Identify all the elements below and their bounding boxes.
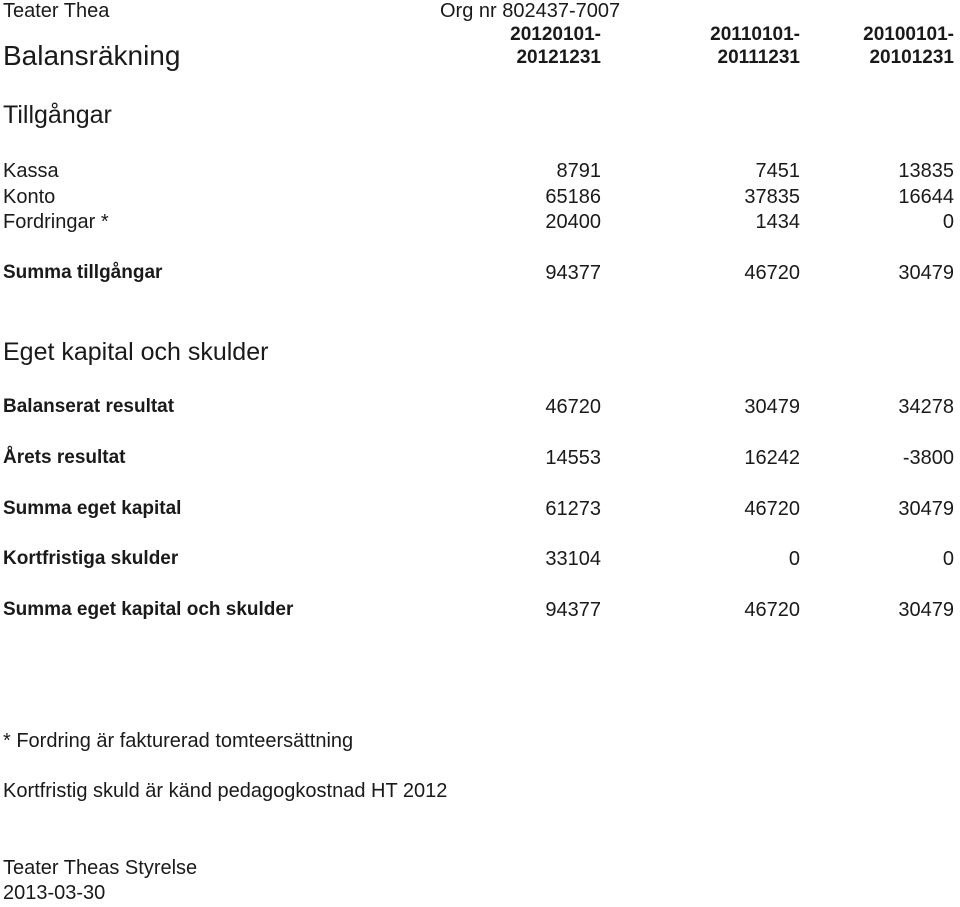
period-header-2012 (510, 24, 601, 70)
value-summa-eget-kapital-2012: 61273 (545, 498, 601, 520)
period-end: 20101231 (869, 46, 954, 68)
row-label-konto: Konto (3, 186, 56, 208)
value-summa-tillgangar-2010: 30479 (898, 262, 954, 284)
row-label-summa-tillgangar: Summa tillgångar (3, 262, 163, 283)
organization-number: Org nr 802437-7007 (440, 0, 621, 22)
value-konto-2012: 65186 (545, 186, 601, 208)
value-fordringar-2011: 1434 (755, 211, 800, 233)
footnote-fordring: * Fordring är fakturerad tomteersättning (3, 730, 354, 752)
period-start: 20110101- (710, 24, 800, 45)
value-kortfristiga-skulder-2010: 0 (942, 548, 954, 570)
period-start: 20100101- (863, 24, 954, 45)
signature-date: 2013-03-30 (3, 882, 106, 904)
value-kassa-2010: 13835 (898, 160, 954, 182)
equity-heading: Eget kapital och skulder (3, 338, 269, 366)
row-label-kassa: Kassa (3, 160, 59, 182)
assets-heading: Tillgångar (3, 101, 112, 129)
value-fordringar-2012: 20400 (545, 211, 601, 233)
row-label-arets-resultat: Årets resultat (3, 447, 126, 468)
row-label-fordringar: Fordringar * (3, 211, 109, 233)
row-label-summa-eget-kapital-och-skulder: Summa eget kapital och skulder (3, 599, 294, 620)
value-konto-2010: 16644 (898, 186, 954, 208)
value-fordringar-2010: 0 (942, 211, 954, 233)
value-summa-eget-kapital-och-skulder-2011: 46720 (744, 599, 800, 621)
value-kortfristiga-skulder-2012: 33104 (545, 548, 601, 570)
value-kassa-2012: 8791 (556, 160, 601, 182)
value-summa-eget-kapital-2010: 30479 (898, 498, 954, 520)
value-konto-2011: 37835 (744, 186, 800, 208)
value-arets-resultat-2012: 14553 (545, 447, 601, 469)
row-label-summa-eget-kapital: Summa eget kapital (3, 498, 182, 519)
row-label-balanserat-resultat: Balanserat resultat (3, 396, 175, 417)
organization-name: Teater Thea (3, 0, 110, 22)
period-end: 20111231 (717, 46, 800, 68)
page-title: Balansräkning (3, 40, 181, 71)
value-arets-resultat-2010: -3800 (902, 447, 954, 469)
value-kortfristiga-skulder-2011: 0 (788, 548, 800, 570)
value-summa-tillgangar-2012: 94377 (545, 262, 601, 284)
signature-name: Teater Theas Styrelse (3, 857, 198, 879)
value-summa-eget-kapital-och-skulder-2012: 94377 (545, 599, 601, 621)
value-kassa-2011: 7451 (755, 160, 800, 182)
value-arets-resultat-2011: 16242 (744, 447, 800, 469)
value-summa-tillgangar-2011: 46720 (744, 262, 800, 284)
period-start: 20120101- (510, 24, 601, 45)
value-summa-eget-kapital-och-skulder-2010: 30479 (898, 599, 954, 621)
value-summa-eget-kapital-2011: 46720 (744, 498, 800, 520)
period-header-2011 (710, 24, 800, 70)
period-end: 20121231 (516, 46, 601, 68)
row-label-kortfristiga-skulder: Kortfristiga skulder (3, 548, 179, 569)
value-balanserat-resultat-2010: 34278 (898, 396, 954, 418)
value-balanserat-resultat-2011: 30479 (744, 396, 800, 418)
value-balanserat-resultat-2012: 46720 (545, 396, 601, 418)
period-header-2010 (863, 24, 954, 70)
footnote-kortfristig-skuld: Kortfristig skuld är känd pedagogkostnad HT 2012 (3, 780, 448, 802)
